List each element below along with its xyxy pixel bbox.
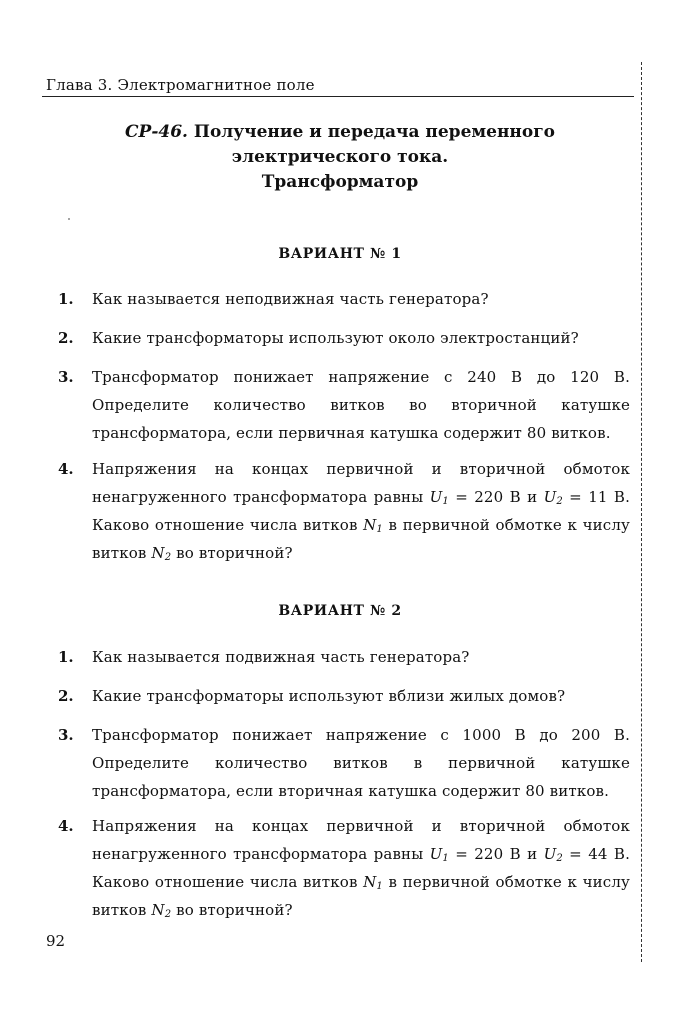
subscript: 1 [376, 881, 383, 892]
work-code: СР-46. [125, 122, 188, 142]
subscript: 2 [556, 496, 563, 507]
variant-1-question-3 [40, 363, 630, 447]
title-line-1 [60, 120, 620, 145]
variant-2-question-2 [40, 682, 630, 710]
subscript: 1 [442, 853, 449, 864]
question-text: Трансформатор понижает напряжение с 1000 В до 200 В. Определите количество витков в первичной катушке трансформатора, если вторичная катушка содержит 80 витков. [92, 726, 630, 800]
math-u1 [430, 488, 449, 506]
math-u2 [544, 845, 563, 863]
symbol: U [429, 488, 443, 506]
question-number: 4. [58, 460, 74, 478]
math-u1 [430, 845, 449, 863]
text-part: в первичной обмотке к числу витков [92, 516, 631, 562]
text-part: Напряжения на концах первичной и вторичной обмоток ненагруженного трансформатора равны [92, 817, 630, 863]
question-text [92, 455, 630, 567]
title-line-2: электрического тока. [231, 147, 449, 167]
question-text: Как называется неподвижная часть генератора? [92, 290, 489, 308]
question-number: 3. [58, 726, 74, 744]
title-line-1-text: Получение и передача переменного [193, 122, 555, 142]
subscript: 2 [556, 853, 563, 864]
question-text: Как называется подвижная часть генератора? [92, 648, 470, 666]
question-number: 1. [58, 290, 74, 308]
text-part: = 220 В и [448, 845, 544, 863]
variant-2-question-1 [40, 643, 630, 671]
question-number: 2. [58, 329, 74, 347]
variant-1-heading: ВАРИАНТ № 1 [278, 246, 402, 262]
question-number: 4. [58, 817, 74, 835]
chapter-running-head: Глава 3. Электромагнитное поле [46, 76, 315, 94]
subscript: 2 [164, 909, 172, 920]
subscript: 1 [376, 524, 383, 535]
header-rule [42, 96, 634, 97]
variant-1-question-4 [40, 455, 630, 567]
variant-1-question-2 [40, 324, 630, 352]
question-text: Какие трансформаторы используют около электростанций? [92, 329, 579, 347]
symbol: N [151, 901, 165, 919]
page-edge-line [641, 62, 642, 962]
variant-2-heading: ВАРИАНТ № 2 [278, 603, 402, 619]
symbol: U [543, 845, 557, 863]
variant-2-question-4 [40, 812, 630, 924]
math-n2 [151, 901, 171, 919]
question-text: Какие трансформаторы используют вблизи жилых домов? [92, 687, 566, 705]
question-text [92, 812, 630, 924]
math-n1 [363, 516, 383, 534]
symbol: U [543, 488, 557, 506]
text-part: = 11 В. Каково отношение числа витков [92, 488, 630, 534]
text-part: = 220 В и [448, 488, 544, 506]
text-part: в первичной обмотке к числу витков [92, 873, 631, 919]
question-number: 3. [58, 368, 74, 386]
print-speck [68, 218, 70, 220]
symbol: N [363, 873, 377, 891]
title-line-3: Трансформатор [261, 172, 419, 192]
symbol: N [363, 516, 377, 534]
question-number: 2. [58, 687, 74, 705]
variant-1-question-1 [40, 285, 630, 313]
math-u2 [544, 488, 563, 506]
variant-2-question-3 [40, 721, 630, 805]
symbol: N [151, 544, 165, 562]
question-number: 1. [58, 648, 74, 666]
math-n1 [363, 873, 383, 891]
text-part: = 44 В. Каково отношение числа витков [92, 845, 630, 891]
text-part: во вторичной? [171, 544, 293, 562]
text-part: Напряжения на концах первичной и вторичной обмоток ненагруженного трансформатора равны [92, 460, 630, 506]
text-part: во вторичной? [171, 901, 293, 919]
page-number: 92 [46, 932, 66, 950]
question-text: Трансформатор понижает напряжение с 240 В до 120 В. Определите количество витков во вторичной катушке трансформатора, если первичная катушка содержит 80 витков. [92, 368, 630, 442]
subscript: 2 [164, 552, 172, 563]
work-title [60, 120, 620, 195]
math-n2 [151, 544, 171, 562]
subscript: 1 [442, 496, 449, 507]
symbol: U [429, 845, 443, 863]
